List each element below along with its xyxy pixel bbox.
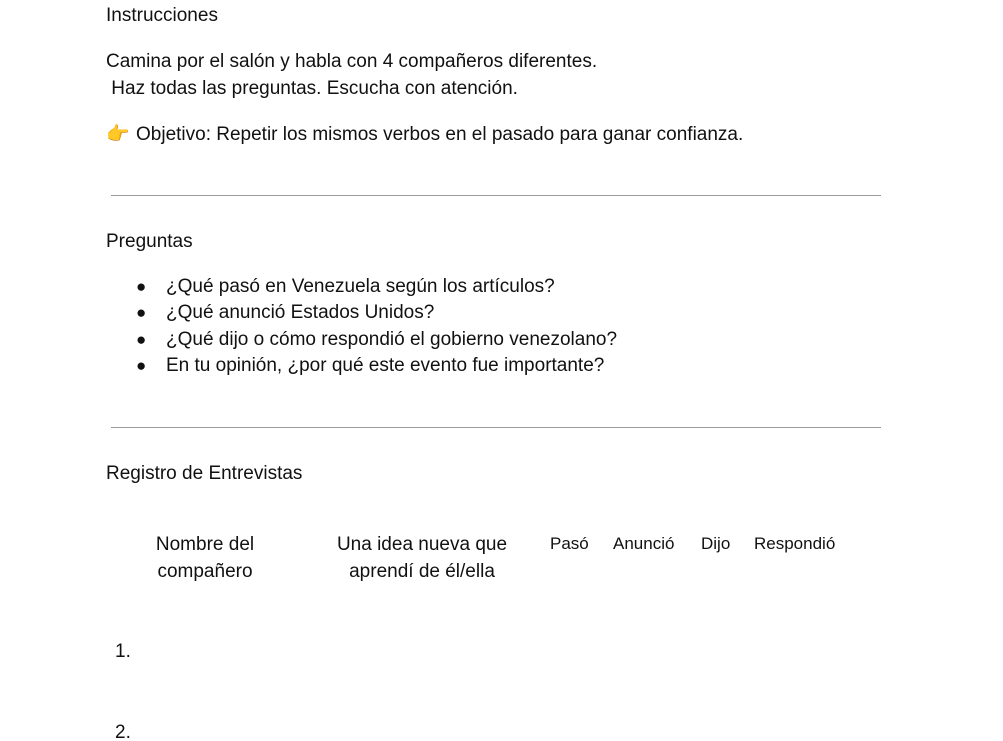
bullet-icon: ● [136,303,147,323]
column-header-idea: Una idea nueva que aprendí de él/ella [336,534,508,582]
question-text: ¿Qué pasó en Venezuela según los artículos? [166,276,555,297]
instructions-line-2: Haz todas las preguntas. Escucha con atención. [106,78,518,99]
column-header-dijo: Dijo [701,534,731,553]
column-header-anuncio: Anunció [613,534,675,553]
question-text: ¿Qué anunció Estados Unidos? [166,302,435,324]
bullet-icon: ● [136,277,147,296]
divider [111,427,881,428]
instructions-heading: Instrucciones [106,5,218,26]
questions-heading: Preguntas [106,231,193,252]
objective-line [106,121,743,148]
table-row-number: 2. [115,722,131,741]
divider [111,195,881,196]
question-text: En tu opinión, ¿por qué este evento fue importante? [166,354,605,376]
objective-text: Objetivo: Repetir los mismos verbos en el pasado para ganar confianza. [136,124,744,145]
instructions-line-1: Camina por el salón y habla con 4 compañeros diferentes. [106,51,598,72]
question-text: ¿Qué dijo o cómo respondió el gobierno venezolano? [166,328,618,350]
table-row-number: 1. [115,641,131,662]
bullet-icon: ● [136,355,147,375]
bullet-icon: ● [136,329,147,349]
log-heading: Registro de Entrevistas [106,463,303,484]
pointing-hand-icon: 👉 [106,124,130,145]
column-header-respondio: Respondió [754,534,836,553]
column-header-name: Nombre del compañero [155,534,255,582]
column-header-paso: Pasó [550,534,589,553]
